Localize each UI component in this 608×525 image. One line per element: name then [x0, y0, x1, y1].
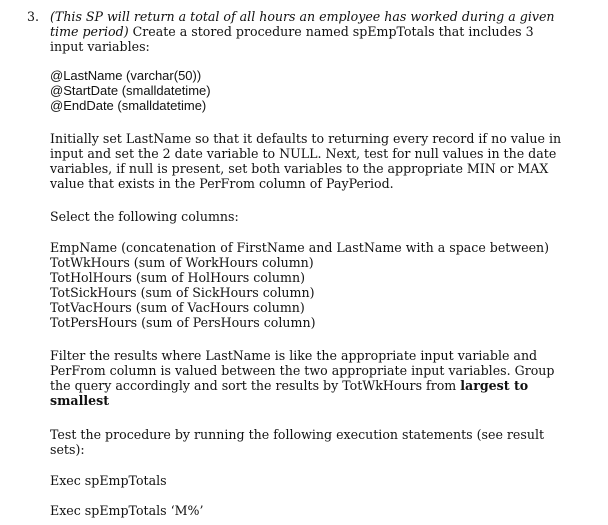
- test-line-2: sets):: [50, 442, 85, 457]
- column-totpershours: TotPersHours (sum of PersHours column): [50, 315, 316, 330]
- select-heading: [50, 209, 590, 224]
- question-number: 3.: [27, 9, 40, 24]
- filter-line-1: Filter the results where LastName is like the appropriate input variable and: [50, 348, 538, 363]
- column-totsickhours: TotSickHours (sum of SickHours column): [50, 285, 315, 300]
- intro-line-2-rest: Create a stored procedure named spEmpTotals that includes 3: [128, 24, 534, 39]
- filter-line-4: smallest: [50, 393, 110, 408]
- filter-line-3-plain: the query accordingly and sort the results by TotWkHours from: [50, 378, 461, 393]
- column-totwkhours: TotWkHours (sum of WorkHours column): [50, 255, 314, 270]
- intro-line-3: input variables:: [50, 39, 150, 54]
- test-line-1: Test the procedure by running the following execution statements (see result: [50, 427, 545, 442]
- intro-line-1: (This SP will return a total of all hours an employee has worked during a given: [50, 9, 555, 24]
- column-totholhours: TotHolHours (sum of HolHours column): [50, 270, 305, 285]
- filter-line-3-bold: largest to: [460, 378, 529, 393]
- column-empname: EmpName (concatenation of FirstName and LastName with a space between): [50, 240, 550, 255]
- variables-list: [50, 68, 590, 113]
- paragraph-defaults: [50, 131, 590, 191]
- exec-statement-2-text: Exec spEmpTotals ‘M%’: [50, 503, 204, 518]
- paragraph-defaults-line-4: value that exists in the PerFrom column of PayPeriod.: [50, 176, 394, 191]
- variable-lastname: @LastName (varchar(50)): [50, 68, 202, 83]
- paragraph-defaults-line-1: Initially set LastName so that it defaults to returning every record if no value in: [50, 131, 562, 146]
- filter-line-3: [50, 378, 590, 393]
- column-totvachours: TotVacHours (sum of VacHours column): [50, 300, 305, 315]
- paragraph-defaults-line-3: variables, if null is present, set both variables to the appropriate MIN or MAX: [50, 161, 549, 176]
- paragraph-test: [50, 427, 590, 457]
- intro-line-2: [50, 24, 590, 39]
- paragraph-filter: [50, 348, 590, 408]
- filter-line-2: PerFrom column is valued between the two appropriate input variables. Group: [50, 363, 555, 378]
- columns-list: [50, 240, 590, 330]
- variable-enddate: @EndDate (smalldatetime): [50, 98, 207, 113]
- exec-statement-1-text: Exec spEmpTotals: [50, 473, 167, 488]
- exec-statement-1: [50, 473, 590, 488]
- paragraph-defaults-line-2: input and set the 2 date variable to NULL. Next, test for null values in the date: [50, 146, 557, 161]
- select-heading-text: Select the following columns:: [50, 209, 239, 224]
- exec-statement-2: [50, 503, 590, 518]
- question-intro: [50, 9, 590, 54]
- intro-line-2-italic: time period): [50, 24, 129, 39]
- variable-startdate: @StartDate (smalldatetime): [50, 83, 211, 98]
